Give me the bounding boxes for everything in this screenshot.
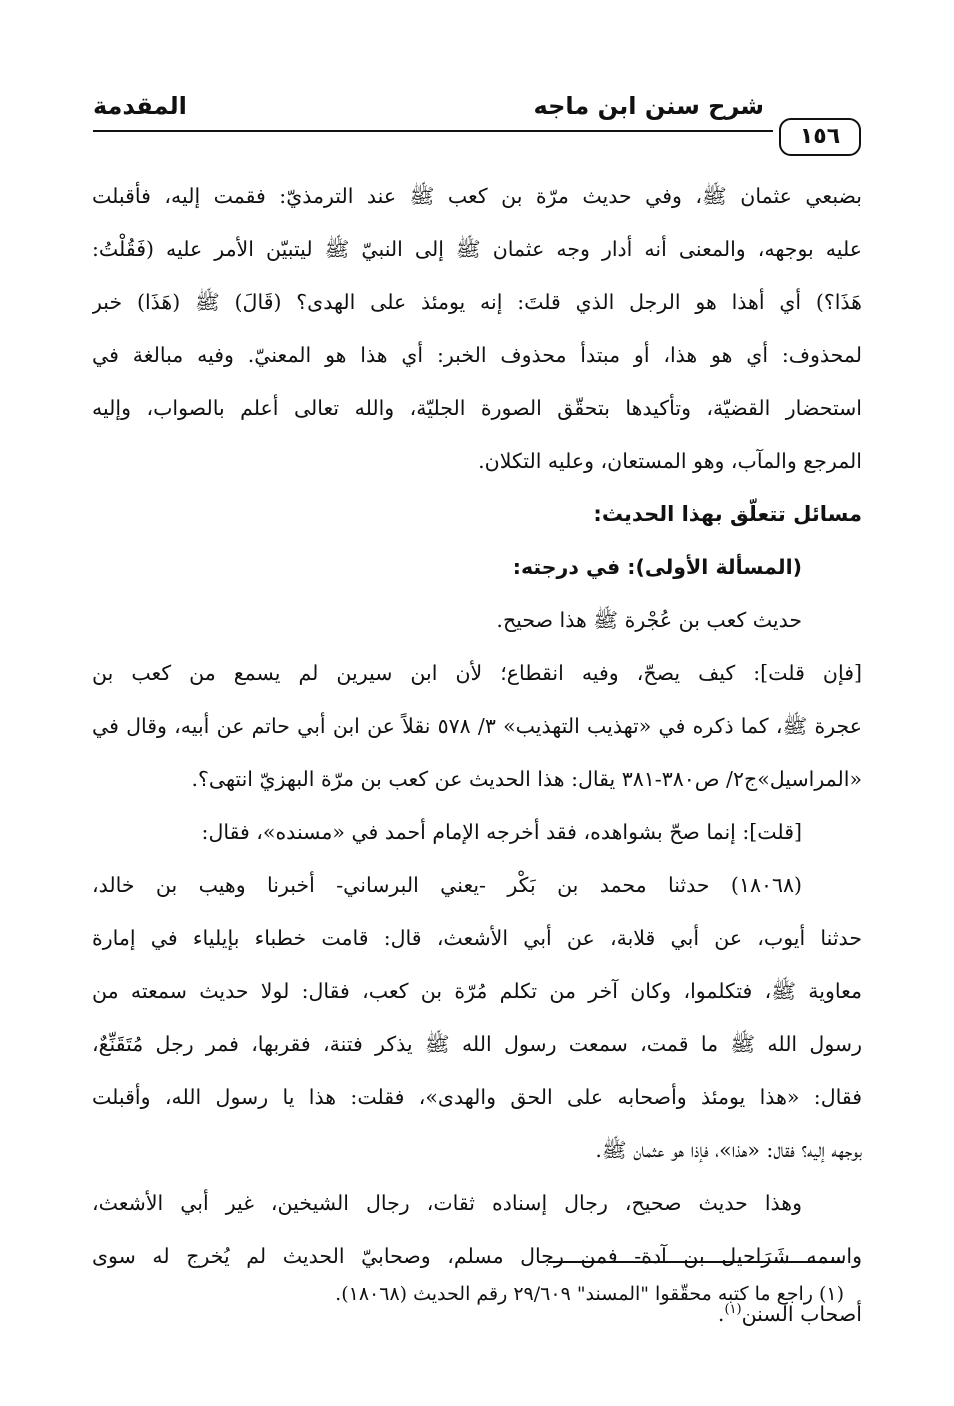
text-line: معاوية ﷺ، فتكلموا، وكان آخر من تكلم مُرّة بن كعب، فقال: لولا حديث سمعته من xyxy=(92,979,862,1003)
text-line: عجرة ﷺ، كما ذكره في «تهذيب التهذيب» ٣/ ٥٧٨ نقلاً عن ابن أبي حاتم عن أبيه، وقال في xyxy=(92,714,862,738)
section-title: المقدمة xyxy=(93,92,187,120)
text-line: «المراسيل»ج٢/ ص٣٨٠-٣٨١ يقال: هذا الحديث عن كعب بن مرّة البهزيّ انتهى؟. xyxy=(191,767,862,791)
text-line: (١٨٠٦٨) حدثنا محمد بن بَكْر -يعني البرساني- أخبرنا وهيب بن خالد، xyxy=(92,873,802,897)
footnote-rule xyxy=(548,1261,844,1263)
text-line: حديث كعب بن عُجْرة ﷺ هذا صحيح. xyxy=(496,608,802,632)
text-line: عليه بوجهه، والمعنى أنه أدار وجه عثمان ﷺ إلى النبيّ ﷺ ليتبيّن الأمر عليه (فَقُلْتُ: xyxy=(92,237,862,261)
question-heading: (المسألة الأولى): في درجته: xyxy=(512,555,802,579)
text-line: حدثنا أيوب، عن أبي قلابة، عن أبي الأشعث، قال: قامت خطباء بإيلياء في إمارة xyxy=(92,926,862,950)
text-fragment: . xyxy=(717,1301,725,1326)
footnote: (١) راجع ما كتبه محقّقوا "المسند" ٢٩/٦٠٩ رقم الحديث (١٨٠٦٨). xyxy=(335,1283,844,1305)
text-line: [فإن قلت]: كيف يصحّ، وفيه انقطاع؛ لأن ابن سيرين لم يسمع من كعب بن xyxy=(92,661,862,685)
text-line: فقال: «هذا يومئذ وأصحابه على الحق والهدى»، فقلت: هذا يا رسول الله، وأقبلت xyxy=(92,1085,862,1109)
text-fragment: أصحاب السنن xyxy=(741,1301,862,1326)
section-heading: مسائل تتعلّق بهذا الحديث: xyxy=(593,502,862,526)
footnote-ref: (١) xyxy=(724,1302,742,1317)
page-number: ١٥٦ xyxy=(779,118,861,156)
header-rule xyxy=(93,130,773,132)
text-line: المرجع والمآب، وهو المستعان، وعليه التكلان. xyxy=(478,449,862,473)
text-line: [قلت]: إنما صحّ بشواهده، فقد أخرجه الإمام أحمد في «مسنده»، فقال: xyxy=(201,820,802,844)
text-line: لمحذوف: أي هو هذا، أو مبتدأ محذوف الخبر: أي هذا هو المعنيّ. وفيه مبالغة في xyxy=(92,343,862,367)
text-line: واسمه شَرَاحيل بن آدة- فمن رجال مسلم، وصحابيّ الحديث لم يُخرج له سوى xyxy=(92,1244,862,1268)
text-line: رسول الله ﷺ ما قمت، سمعت رسول الله ﷺ يذكر فتنة، فقربها، فمر رجل مُتَقَنِّعٌ، xyxy=(92,1032,862,1056)
text-line: استحضار القضيّة، وتأكيدها بتحقّق الصورة الجليّة، والله تعالى أعلم بالصواب، وإليه xyxy=(92,396,862,420)
text-line: وهذا حديث صحيح، رجال إسناده ثقات، رجال الشيخين، غير أبي الأشعث، xyxy=(92,1191,802,1215)
text-line: هَذَا؟) أي أهذا هو الرجل الذي قلتَ: إنه يومئذ على الهدى؟ (قَالَ) ﷺ (هَذَا) خبر xyxy=(92,290,862,314)
book-title: شرح سنن ابن ماجه xyxy=(533,92,764,120)
text-line: بوجهه إليه؟ فقال: «هذا»، فإذا هو عثمان ﷺ. xyxy=(595,1138,862,1162)
body-text xyxy=(92,170,862,1336)
text-line: بضبعي عثمان ﷺ، وفي حديث مرّة بن كعب ﷺ عند الترمذيّ: فقمت إليه، فأقبلت xyxy=(92,184,862,208)
